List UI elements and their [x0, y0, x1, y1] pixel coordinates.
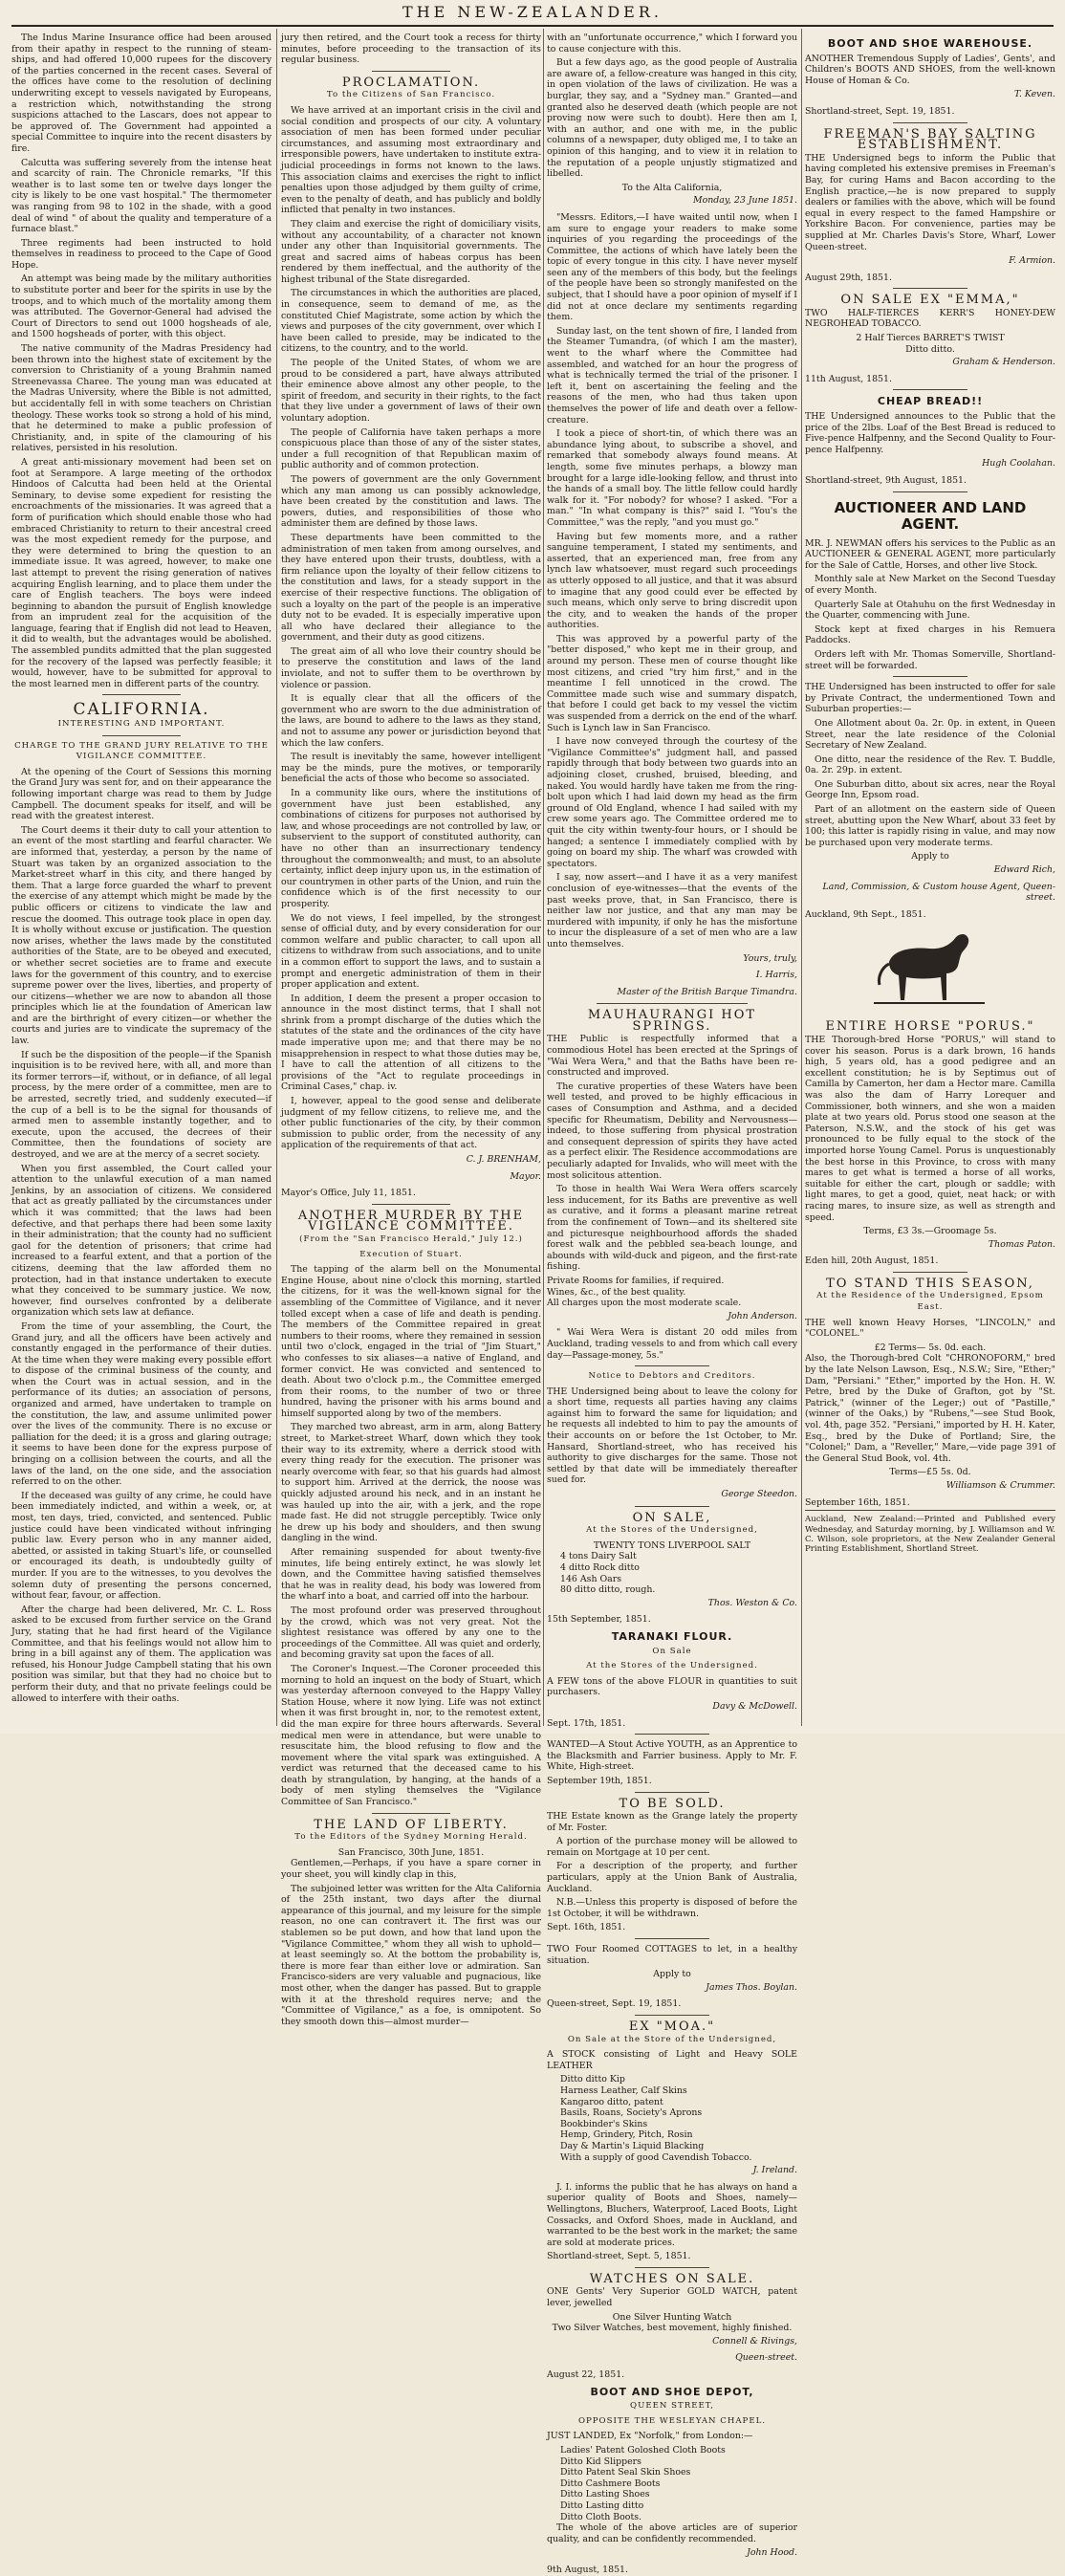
moa-heading: EX "MOA.": [628, 2019, 716, 2034]
article-paragraph: But a few days ago, as the good people of Australia are aware of, a fellow-creature was hanged in this city, in open violation of the laws of civilization. He was a burglar, they say, and a "Sydney man." Granted—and granted also he deserved death (which people are not proving now were such to doubt). Here then am I, with an author, and one with me, in the public columns of a newspaper, duty obliged me, I to take an opinion of this hanging, and to view it in relation to the reputation of a people unjustly stigmatized and libelled.: [547, 57, 797, 180]
article-paragraph: The people of the United States, of whom we are proud to be considered a part, have always attributed their eminence above almost any other people, to the spirit of freedom, and security in their rights, to the fact that they live under a government of laws of their own voluntary adoption.: [281, 358, 541, 424]
article-paragraph: Calcutta was suffering severely from the intense heat and scarcity of rain. The Chronicle remarks, "If this weather is to last some ten or twelve days longer the city is likely to be one vast hospital." The thermometer was ranging from 98 to 102 in the shade, with a good deal of wind " of about the quality and temperature of a furnace blast.": [11, 157, 272, 235]
dateline: Sept. 17th, 1851.: [547, 1717, 626, 1729]
salt-heading: ON SALE,: [632, 1510, 712, 1525]
list-item: Bookbinder's Skins: [560, 2118, 648, 2129]
moa-list: [560, 2074, 797, 2163]
ad-text: One Suburban ditto, about six acres, near the Royal George Inn, Epsom road.: [805, 778, 1055, 801]
proclamation-subheading: To the Citizens of San Francisco.: [326, 90, 496, 100]
ad-text: For a description of the property, and further particulars, apply at the Union Bank of Australia, Auckland.: [547, 1861, 797, 1894]
watches-heading: WATCHES ON SALE.: [589, 2271, 755, 2286]
ad-line: Wines, &c., of the best quality.: [547, 1286, 686, 1298]
article-paragraph: They claim and exercise the right of domiciliary visits, without any accountability, of a character not known under any other than Inquisitorial governments. The great and sacred aims of habeas corpus has been rendered by them ineffectual, and the authority of the highest tribunal of the State disregarded.: [281, 218, 541, 285]
article-paragraph: A great anti-missionary movement had been set on foot at Serampore. A large meeting of the orthodox Hindoos of Calcutta had been held at the Oriental Seminary, to devise some expedient for resisting the encroachments of the missionaries. It was agreed that a form of purification which should enable those who had embraced Christianity to return to their ancestral creed was the most expedient remedy for the purpose, and they were determined to bring the question to an immediate issue. It was agreed, however, to make one last attempt to prevent the rising generation of natives acquiring English learning, and to place them under the care of English teachers. The boys were indeed beginning to abandon the pursuit of English knowledge from an imprudent zeal for the acquisition of the language, fearing that if English did not lead to Heaven, it did to wealth, but the advantages would be abolished. The assembled pundits admitted that the plan suggested for the recovery of the lapsed was perfectly feasible; it would, however, have to be submitted for approval to the most learned men in different parts of the country.: [11, 456, 272, 689]
column-divider: [543, 29, 544, 1726]
column-divider: [276, 29, 277, 1726]
ad-text: Stock kept at fixed charges in his Remuera Paddocks.: [805, 623, 1055, 646]
article-paragraph: Having but few moments more, and a rather sanguine temperament, I stated my sentiments, and asserted, that an experienced man, free from any lynch law whatsoever, must regard such proceedings as utterly opposed to all justice, and that it was absurd to imagine that any good could ever be effected by such means, which only serve to bring discredit upon the city, and to weaken the hands of the proper authorities.: [547, 531, 797, 631]
ad-text: THE well known Heavy Horses, "LINCOLN," and "COLONEL.": [805, 1317, 1055, 1340]
signature: John Hood.: [747, 2547, 797, 2559]
execution-subheading: Execution of Stuart.: [359, 1249, 463, 1259]
divider: [893, 288, 968, 289]
letter-closing: Yours, truly,: [743, 952, 797, 964]
moa-subheading: On Sale at the Store of the Undersigned,: [567, 2034, 777, 2044]
ad-text: The whole of the above articles are of superior quality, and can be confidently recommended.: [547, 2522, 797, 2544]
signature: Davy & McDowell.: [712, 1700, 797, 1712]
proclamation-heading: PROCLAMATION.: [341, 75, 481, 90]
dateline: Shortland-street, Sept. 5, 1851.: [547, 2251, 691, 2262]
article-paragraph: These departments have been committed to the administration of men taken from among ourselves, and they have entered upon their trusts, doubtless, with a firm reliance upon the loyalty of their fellow citizens to the constitution and laws, for a steady support in the exercise of their respective functions. The obligation of such a loyalty on the part of the people is an imperative duty not to be evaded. It is especially imperative upon all who have declared their allegiance to the government, and their duty as good citizens.: [281, 532, 541, 644]
boot-depot-heading: BOOT AND SHOE DEPOT,: [590, 2385, 754, 2398]
liberty-dateline: San Francisco, 30th June, 1851.: [337, 1846, 485, 1858]
ad-text: N.B.—Unless this property is disposed of before the 1st October, it will be withdrawn.: [547, 1897, 797, 1919]
divider: [893, 122, 968, 123]
ad-text: WANTED—A Stout Active YOUTH, as an Apprentice to the Blacksmith and Farrier business. Apply to Mr. F. White, High-street.: [547, 1739, 797, 1773]
ad-line: All charges upon the most moderate scale.: [547, 1298, 742, 1309]
ad-line: 2 Half Tierces BARRET'S TWIST: [856, 333, 1005, 344]
ad-line: Two Silver Watches, best movement, highly finished.: [552, 2323, 793, 2334]
article-paragraph: I took a piece of short-tin, of which there was an abundance lying about, to subscribe a shovel, and remarked that somebody always found means. At length, some five minutes perhaps, a blowzy man brought for a large idle-looking fellow, and thrust into the hands of a small boy. The little fellow could hardly walk for it. "For nobody? for whose? I asked. "For a man." "In what company is this?" said I. "You's the Committee," was the reply, "and you must go.": [547, 428, 797, 528]
article-paragraph: "Messrs. Editors,—I have waited until now, when I am sure to engage your readers to make some inquiries of you regarding the proceedings of the Committee, the actions of which have lately been the topic of every tongue in this city. I have never myself seen any of the members of this body, but the feelings of the people have been so strongly manifested on the subject, that I should have a poor opinion of myself if I did not at once declare my sentiments regarding them.: [547, 211, 797, 323]
apply-to: Apply to: [911, 851, 949, 862]
ad-text: Part of an allotment on the eastern side of Queen street, abutting upon the New Wharf, about 33 feet by 100; this latter is rapidly rising in value, and may now be purchased upon very moderate terms.: [805, 804, 1055, 848]
ad-text: THE Undersigned begs to inform the Public that having completed his extensive premises in Freeman's Bay, for curing Hams and Bacon according to the English practice,—he is now prepared to supply dealers or families with the above, which will be found equal in every respect to the famed Hampshire or Yorkshire Bacon. For convenience, parties may be supplied at Mr. Charles Davis's Store, Wharf, Lower Queen-street.: [805, 152, 1055, 252]
ad-text: TWO Four Roomed COTTAGES to let, in a healthy situation.: [547, 1944, 797, 1966]
article-paragraph: We have arrived at an important crisis in the civil and social condition and prospects of our city. A voluntary association of men has been formed under peculiar circumstances, and assuming most extraordinary and irresponsible powers, have undertaken to institute extra-judicial proceedings in forms not known to the laws. This association claims and exercises the right to inflict penalties upon those adjudged by them guilty of crime, even to the penalty of death, and has publicly and boldly inflicted that penalty in two instances.: [281, 104, 541, 216]
article-paragraph: Gentlemen,—Perhaps, if you have a spare corner in your sheet, you will kindly clap in this,: [281, 1858, 541, 1881]
signature: T. Keven.: [1014, 89, 1055, 100]
divider: [893, 676, 968, 677]
ad-text: ANOTHER Tremendous Supply of Ladies', Gents', and Children's BOOTS AND SHOES, from the well-known House of Homan & Co.: [805, 53, 1055, 86]
dateline: Shortland-street, 9th August, 1851.: [805, 475, 967, 486]
signature: I. Harris,: [755, 970, 797, 981]
ad-text: To those in health Wai Wera Wera offers scarcely less inducement, for its Baths are preventive as well as curative, and it forms a pleasant marine retreat from the confinement of Town—and its sheltered site and picturesque neighbourhood affords the shaded forest walk and the pebbled sea-beach lounge, and abounds with wild-duck and pigeon, and the first-rate fishing.: [547, 1184, 797, 1273]
liberty-subheading: To the Editors of the Sydney Morning Herald.: [294, 1832, 528, 1843]
letter-date: Monday, 23 June 1851.: [693, 195, 797, 207]
divider: [635, 1792, 710, 1793]
divider: [635, 1506, 710, 1507]
signature: Williamson & Crummer.: [945, 1479, 1055, 1491]
california-subheading: INTERESTING AND IMPORTANT.: [57, 719, 226, 730]
signature-title: Land, Commission, & Custom house Agent, Queen-street.: [822, 881, 1055, 904]
list-item: Kangaroo ditto, patent: [560, 2096, 663, 2107]
article-paragraph: From the time of your assembling, the Court, the Grand jury, and all the officers have been actively and constantly engaged in the performance of their duties. At the time when they were making every possible effort to dispose of the criminal business of the county, and when the Court was in actual session, and in the performance of its duties; an association of persons, organized and armed, have undertaken to trample on the constitution, the law, and assume unlimited power over the lives of the community. There is no excuse or palliation for the deed; it is a gross and glaring outrage; it seems to have been done for the express purpose of bringing on a collision between the courts, and all the laws of the land, on the one side, and the association referred to on the other.: [11, 1321, 272, 1488]
horse-illustration: [805, 924, 1055, 1015]
divider: [893, 491, 968, 492]
auctioneer-heading: AUCTIONEER AND LAND AGENT.: [834, 498, 1027, 533]
signature: John Anderson.: [728, 1310, 797, 1321]
dateline: Queen-street, Sept. 19, 1851.: [547, 1998, 682, 2010]
ad-line: TWENTY TONS LIVERPOOL SALT: [593, 1539, 751, 1551]
california-heading: CALIFORNIA.: [73, 700, 210, 720]
article-paragraph: The result is inevitably the same, however intelligent may be the minds, pure the motives, or temporarily beneficial the acts of those who become so associated.: [281, 752, 541, 785]
ad-text: MR. J. NEWMAN offers his services to the Public as an AUCTIONEER & GENERAL AGENT, more particularly for the Sale of Cattle, Horses, and other live Stock.: [805, 537, 1055, 571]
divider: [635, 2267, 710, 2268]
ad-text: THE Undersigned has been instructed to offer for sale by Private Contract, the undermentioned Town and Suburban properties:—: [805, 682, 1055, 715]
signature-title: Master of the British Barque Timandra.: [617, 986, 797, 997]
list-item: 4 ditto Rock ditto: [560, 1562, 640, 1573]
signature-role: Mayor.: [510, 1170, 541, 1182]
ad-text: Quarterly Sale at Otahuhu on the first Wednesday in the Quarter, commencing with June.: [805, 599, 1055, 622]
article-paragraph: I, however, appeal to the good sense and deliberate judgment of my fellow citizens, to relieve me, and the other public functionaries of the city, by their common submission to public order, from the necessity of any application of the requirements of that act.: [281, 1096, 541, 1151]
signature: J. Ireland.: [752, 2165, 797, 2176]
horse-icon: [872, 924, 987, 1012]
list-item: 146 Ash Oars: [560, 1573, 622, 1584]
printer-imprint: Auckland, New Zealand:—Printed and Published every Wednesday, and Saturday morning, by J. Williamson and W. C. Wilson, sole proprietors, at the New Zealander General Printing Establishment, Shortland Street.: [805, 1510, 1055, 1555]
article-paragraph: The tapping of the alarm bell on the Monumental Engine House, about nine o'clock this morning, startled the citizens, for it was the well-known signal for the assembling of the Committee of Vigilance, and it never tolled except when a case of life and death is pending. The members of the Committee repaired in great numbers to their rooms, where they remained in session until two o'clock, engaged in the trial of "Jim Stuart," who confesses to six aliases—a native of England, and former convict. He was convicted and sentenced to death. About two o'clock p.m., the Committee emerged from their rooms, to the number of two or three hundred, having the prisoner with his arms bound and himself supported along by two of the members.: [281, 1264, 541, 1419]
article-paragraph: If the deceased was guilty of any crime, he could have been immediately indicted, and within a week, or, at most, ten days, tried, convicted, and sentenced. Public justice could have been vindicated without infringing public law. Every person who in any manner aided, abetted, or assisted in taking Stuart's life, or counselled or encouraged its death, is undoubtedly guilty of murder. If you are to the witnesses, to you devolves the solemn duty of presenting the persons concerned, without fear, favour, or affection.: [11, 1490, 272, 1602]
divider: [635, 1365, 710, 1366]
ad-line: One Silver Hunting Watch: [612, 2311, 732, 2323]
masthead: THE NEW-ZEALANDER.: [402, 3, 663, 21]
horse-heading: ENTIRE HORSE "PORUS.": [825, 1019, 1035, 1035]
article-paragraph: The Coroner's Inquest.—The Coroner proceeded this morning to hold an inquest on the body of Stuart, which was yesterday afternoon conveyed to the Happy Valley Station House, where it now lying. Life was not extinct when it was first brought in, nor, to the remotest extent, did the man expire for three hours afterwards. Several medical men were in attendance, but were unable to resuscitate him, the blood refusing to flow and the movement where the vital spark was extinguished. A verdict was returned that the deceased came to his death by strangulation, by hanging, at the hands of a body of men styling themselves the "Vigilance Committee of San Francisco.": [281, 1663, 541, 1808]
article-paragraph: jury then retired, and the Court took a recess for thirty minutes, before proceeding to the transaction of its regular business.: [281, 33, 541, 66]
ad-text: THE Estate known as the Grange lately the property of Mr. Foster.: [547, 1811, 797, 1833]
divider: [372, 1204, 450, 1205]
divider: [597, 1003, 747, 1004]
ad-text: Also, the Thorough-bred Colt "CHRONOFORM," bred by the late Nelson Lawson, Esq., N.S.W.; Sire, "Ether;" Dam, "Persiani." "Ether," imported by the Hon. H. W. Petre, bred by the Duke of Grafton, got by "St. Patrick," (winner of the Leger;) out of "Pastille," (winner of the Oaks,) by "Rubens,"—see Stud Book, vol. 4th, page 352. "Persiani," imported by H. H. Kater, Esq., bred by the Duke of Portland; Sire, the "Colonel;" Dam, a "Reveller," Mare,—vide page 391 of the General Stud Book, vol. 4th.: [805, 1353, 1055, 1464]
divider: [372, 71, 450, 72]
signature: C. J. BRENHAM,: [466, 1154, 541, 1165]
divider: [635, 2015, 710, 2016]
article-paragraph: The great aim of all who love their country should be to preserve the constitution and laws of the land inviolate, and not to suffer them to be overthrown by violence or passion.: [281, 645, 541, 690]
boot-depot-subheading: QUEEN STREET,: [630, 2401, 714, 2412]
list-item: Ditto Cloth Boots.: [560, 2511, 642, 2522]
article-paragraph: An attempt was being made by the military authorities to substitute porter and beer for the spirits in use by the troops, and to which much of the mortality among them was attributed. The Governor-General had advised the Court of Directors to send out 1000 hogsheads of ale, and 1500 hogsheads of porter, with this object.: [11, 273, 272, 340]
terms: £2 Terms— 5s. 0d. each.: [874, 1342, 987, 1353]
article-paragraph: Sunday last, on the tent shown of fire, I landed from the Steamer Tumandra, (of which I am the master), went to the wharf where the Committee had assembled, and watched for an hour the progress of what is technically termed the trial of the prisoner. I left it, bent on ascertaining the feeling and the reasons of the men, who had thus taken upon themselves the power of life and death over a fellow-creature.: [547, 325, 797, 426]
signature-address: Queen-street.: [735, 2352, 797, 2364]
column-4: [805, 33, 1055, 1715]
article-paragraph: After the charge had been delivered, Mr. C. L. Ross asked to be excused from further service on the Grand Jury, stating that he had first heard of the Vigilance Committee, and that his feelings would not allow him to bring in a bill against any of them. The application was refused, his Honour Judge Campbell stating that his own position was similar, but that they had no choice but to perform their duty, and that no private feelings could be allowed to interfere with their oaths.: [11, 1604, 272, 1704]
article-paragraph: After remaining suspended for about twenty-five minutes, life being entirely extinct, he was slowly let down, and the Committee having satisfied themselves that he was in reality dead, his body was lowered from the wharf into a boat, and carried off into the harbour.: [281, 1547, 541, 1603]
terms: Terms—£5 5s. 0d.: [889, 1467, 971, 1478]
warehouse-heading: BOOT AND SHOE WAREHOUSE.: [827, 37, 1033, 50]
freeman-heading: FREEMAN'S BAY SALTING ESTABLISHMENT.: [823, 126, 1037, 153]
divider: [102, 735, 181, 736]
ad-text: J. I. informs the public that he has always on hand a superior quality of Boots and Shoes, namely—Wellingtons, Bluchers, Waterproof, Laced Boots, Light Cossacks, and Oxford Shoes, made in Auckland, and warranted to be the best work in the market; the same are sold at moderate prices.: [547, 2181, 797, 2248]
sold-heading: TO BE SOLD.: [619, 1796, 726, 1811]
signature: George Steedon.: [721, 1489, 797, 1500]
signature: Edward Rich,: [993, 864, 1055, 876]
masthead-rule: [11, 25, 1054, 27]
list-item: Ditto Kid Slippers: [560, 2456, 641, 2467]
article-paragraph: The Indus Marine Insurance office had been aroused from their apathy in respect to the running of steam-ships, and had offered 10,000 rupees for the discovery of the parties concerned in the recent cases. Several of the offices have come to the resolution of declining underwriting except to vessels navigated by Europeans, a restriction which, notwithstanding the strong suspicions attached to the Lascars, does not appear to be approved of. The Government had appointed a special Committee to inquire into the recent disasters by fire.: [11, 33, 272, 154]
dateline: September 16th, 1851.: [805, 1496, 910, 1508]
list-item: Ditto Lasting ditto: [560, 2500, 644, 2511]
divider: [635, 1938, 710, 1939]
murder-heading: ANOTHER MURDER BY THE VIGILANCE COMMITTEE.: [297, 1208, 525, 1234]
dateline: Auckland, 9th Sept., 1851.: [805, 908, 926, 920]
article-paragraph: In a community like ours, where the institutions of government have just been established, any combinations of citizens for purposes not authorised by law, and whose proceedings are not controlled by law, or subservient to the support of constituted authority, can have no other than an insurrectionary tendency throughout the commonwealth; and must, to an absolute certainty, inflict deep injury upon us, in the estimation of our countrymen in other parts of the Union, and ruin the confidence which is of the first necessity to our prosperity.: [281, 788, 541, 909]
ad-text: Monthly sale at New Market on the Second Tuesday of every Month.: [805, 574, 1055, 596]
ad-text: THE Undersigned being about to leave the colony for a short time, requests all parties having any claims against him to forward the same for liquidation; and he requests all indebted to him to pay the amounts of their accounts on or before the 1st October, to Mr. Hansard, Shortland-street, who has received his authority to give discharges for the same. Those not settled by that date will be immediately thereafter sued for.: [547, 1386, 797, 1486]
signature: James Thos. Boylan.: [706, 1981, 797, 1993]
flour-subheading: On Sale: [652, 1646, 692, 1656]
article-paragraph: The people of California have taken perhaps a more conspicuous place than those of any of the sister states, under a full recognition of that Republican maxim of public authority and of common protection.: [281, 426, 541, 471]
list-item: Harness Leather, Calf Skins: [560, 2085, 687, 2096]
article-paragraph: In addition, I deem the present a proper occasion to announce in the most distinct terms, that I shall not shrink from a prompt discharge of the duties which the statutes of the state and the ordinances of the city have made imperative upon me; and that there may be no misapprehension in respect to what those duties may be, I have to call the attention of all citizens to the provisions of the "Act to regulate proceedings in Criminal Cases," chap. iv.: [281, 993, 541, 1093]
column-2: [281, 33, 541, 2027]
dateline: Mayor's Office, July 11, 1851.: [281, 1188, 416, 1199]
article-paragraph: I say, now assert—and I have it as a very manifest conclusion of eye-witnesses—that the events of the past weeks prove, that, in San Francisco, there is neither law nor justice, and that any man may be murdered with impunity, if only he has the misfortune to incur the displeasure of a set of men who are a law unto themselves.: [547, 872, 797, 950]
signature: Hugh Coolahan.: [982, 458, 1055, 469]
charge-subheading: CHARGE TO THE GRAND JURY RELATIVE TO THE VIGILANCE COMMITTEE.: [14, 740, 269, 762]
terms: Terms, £3 3s.—Groomage 5s.: [863, 1226, 997, 1237]
article-paragraph: The native community of the Madras Presidency had been thrown into the highest state of excitement by the conversion to Christianity of a young Brahmin named Streenevassa Charee. The young man was educated at the Madras University, where the Bible is not admitted, but accidentally fell in with some teachers on Christian theology. These works took so strong a hold of his mind, that he determined to make a public profession of Christianity, and, in spite of the clamouring of his relatives, persisted in his resolution.: [11, 343, 272, 454]
article-paragraph: The subjoined letter was written for the Alta California of the 25th instant, two days after the diurnal appearance of this journal, and my leisure for the simple reason, no one can contravert it. The first was our stablemen so be put down, and how that land upon the "Vigilance Committee," whom they all wish to uphold—at least seemingly so. At the bottom the probability is, there is more fear than either love or admiration. San Francisco-siders are very valuable and pugnacious, like most other, when the danger has passed. But to grapple with it at the threshold requires nerve; and the "Committee of Vigilance," as a foe, is omnipotent. So they smooth down this—almost murder—: [281, 1883, 541, 2027]
list-item: Ladies' Patent Goloshed Cloth Boots: [560, 2445, 726, 2456]
dateline: August 22, 1851.: [547, 2369, 625, 2381]
list-item: 80 ditto ditto, rough.: [560, 1584, 656, 1596]
ad-text: THE Thorough-bred Horse "PORUS," will stand to cover his season. Porus is a dark brown, 16 hands high, 5 years old, has a good pedigree and an excellent constitution; he is by Septimus out of Camilla by Camerton, her dam a Hector mare. Camilla was also the dam of Harry Lorequer and Commissioner, both winners, and she won a maiden plate at two years old. Porus stood one season at the Paterson, N.S.W., and the stock of his get was pronounced to be fully equal to the stock of the imported horse Young Camel. Porus is unquestionably the best horse in this Province, to cross with many mares to get what is termed a horse of all works, suitable for either the cart, plough or saddle; with light mares, to get a good, quiet, neat hack; or with racing mares, to insure size, as well as strength and speed.: [805, 1035, 1055, 1223]
ad-text: JUST LANDED, Ex "Norfolk," from London:—: [547, 2431, 753, 2442]
list-item: With a supply of good Cavendish Tobacco.: [560, 2151, 752, 2163]
flour-subheading-2: At the Stores of the Undersigned.: [586, 1661, 758, 1671]
salt-subheading: At the Stores of the Undersigned,: [586, 1525, 758, 1536]
list-item: 4 tons Dairy Salt: [560, 1551, 637, 1562]
divider: [635, 1734, 710, 1735]
liberty-heading: THE LAND OF LIBERTY.: [314, 1817, 509, 1832]
signature: Thomas Paton.: [988, 1238, 1055, 1250]
murder-source: (From the "San Francisco Herald," July 12.): [299, 1233, 523, 1244]
divider: [893, 1272, 968, 1273]
dateline: 11th August, 1851.: [805, 373, 892, 384]
dateline: 9th August, 1851.: [547, 2564, 628, 2575]
dateline: 15th September, 1851.: [547, 1614, 651, 1626]
dateline: August 29th, 1851.: [805, 272, 892, 283]
ad-text: THE Undersigned announces to the Public that the price of the 2lbs. Loaf of the Best Bread is reduced to Five-pence Halfpenny, and the Second Quality to Four-pence Halfpenny.: [805, 411, 1055, 455]
article-paragraph: When you first assembled, the Court called your attention to the unlawful execution of a man named Jenkins, by an association of citizens. We considered that act as greatly palliated by the circumstances under which it was committed; that the laws had been defective, and that perhaps there had been some laxity in their administration; that the county had no sufficient gaol for the detention of prisoners; that crime had increased to a fearful extent, and that a portion of the citizens, deeming that the law afforded them no protection, had in that instance undertaken to execute what they conceived to be summary justice. We now, however, find ourselves confronted by a deliberate organization which sets law at defiance.: [11, 1163, 272, 1319]
boot-depot-subheading-2: OPPOSITE THE WESLEYAN CHAPEL.: [577, 2415, 767, 2426]
divider: [372, 1813, 450, 1814]
list-item: Basils, Roans, Society's Aprons: [560, 2107, 703, 2119]
divider: [102, 694, 181, 695]
stand-subheading: At the Residence of the Undersigned, Epsom East.: [816, 1291, 1044, 1313]
article-paragraph: They marched two abreast, arm in arm, along Battery street, to Market-street Wharf, down which they took their way to its extremity, where a derrick stood with every thing ready for the execution. The prisoner was nearly overcome with fear, so that his guards had almost to support him. Arrived at the derrick, the noose was quickly adjusted around his neck, and in an instant he was hauled up into the air, with a jerk, and the rope made fast. He did not struggle perceptibly. Twice only he drew up his body and shoulders, and then swung dangling in the wind.: [281, 1422, 541, 1544]
ad-text: One Allotment about 0a. 2r. 0p. in extent, in Queen Street, near the late residence of the Colonial Secretary of New Zealand.: [805, 717, 1055, 752]
article-paragraph: The powers of government are the only Government which any man among us can possibly acknowledge, have been created by the constitution and laws. The powers, duties, and responsibilities of those who administer them are defined by those laws.: [281, 473, 541, 530]
letter-address: To the Alta California,: [621, 182, 723, 193]
debtors-heading: Notice to Debtors and Creditors.: [588, 1371, 756, 1382]
list-item: Day & Martin's Liquid Blacking: [560, 2140, 705, 2151]
dateline: Sept. 16th, 1851.: [547, 1922, 626, 1933]
signature: F. Armion.: [1009, 255, 1055, 267]
salt-list: [560, 1551, 797, 1595]
list-item: Hemp, Grindery, Pitch, Rosin: [560, 2129, 693, 2141]
signature: Connell & Rivings,: [712, 2335, 797, 2347]
article-paragraph: The Court deems it their duty to call your attention to an event of the most startling and fearful character. We are informed that, yesterday, a person by the name of Stuart was taken by an organized association to the Market-street wharf in this city, and there hanged by them. That a large force guarded the wharf to prevent the exercise of any attempt which might be made by the public officers or citizens to vindicate the law and rescue the doomed. This outrage took place in open day. It is wholly without excuse or justification. The question now arises, whether the laws made by the constituted authorities of the State, are to be obeyed and executed, or whether secret societies are to frame and execute laws for the government of this country, and to exercise supreme power over the lives, liberties, and property of our citizens—whether we are now to abandon all those principles which lie at the foundation of American law and are the birthright of every citizen—or whether the courts and juries are to vindicate the supremacy of the law.: [11, 824, 272, 1047]
signature: Graham & Henderson.: [952, 357, 1055, 368]
ad-text: A STOCK consisting of Light and Heavy SOLE LEATHER: [547, 2049, 797, 2071]
bread-heading: CHEAP BREAD!!: [877, 395, 984, 408]
list-item: Ditto ditto Kip: [560, 2074, 625, 2085]
ad-text: " Wai Wera Wera is distant 20 odd miles from Auckland, trading vessels to and from which call every day—Passage-money, 5s.": [547, 1327, 797, 1361]
ad-text: ONE Gents' Very Superior GOLD WATCH, patent lever, jewelled: [547, 2286, 797, 2309]
springs-heading: MAUHAURANGI HOT SPRINGS.: [587, 1008, 757, 1034]
ad-text: THE Public is respectfully informed that a commodious Hotel has been erected at the Springs of "Wai Wera Wera," and that the Baths have been re-constructed and improved.: [547, 1034, 797, 1079]
list-item: Ditto Patent Seal Skin Shoes: [560, 2467, 691, 2478]
article-paragraph: We do not views, I feel impelled, by the strongest sense of official duty, and by every consideration for our common welfare and public character, to call upon all citizens to withdraw from such associations, and to unite in a common effort to support the laws, and to sustain a prompt and energetic administration of them in their proper application and extent.: [281, 912, 541, 991]
list-item: Ditto Lasting Shoes: [560, 2489, 650, 2500]
dateline: Eden hill, 20th August, 1851.: [805, 1255, 939, 1267]
ad-line: Private Rooms for families, if required.: [547, 1275, 725, 1286]
list-item: Ditto Cashmere Boots: [560, 2478, 661, 2489]
article-paragraph: At the opening of the Court of Sessions this morning the Grand Jury was sent for, and on their appearance the following important charge was read to them by Judge Campbell. The document speaks for itself, and will be read with the greatest interest.: [11, 766, 272, 822]
column-divider: [801, 29, 802, 1726]
dateline: Shortland-street, Sept. 19, 1851.: [805, 105, 955, 117]
dateline: September 19th, 1851.: [547, 1775, 652, 1786]
apply-to: Apply to: [653, 1969, 691, 1980]
ad-text: A FEW tons of the above FLOUR in quantities to suit purchasers.: [547, 1675, 797, 1698]
ad-text: A portion of the purchase money will be allowed to remain on Mortgage at 10 per cent.: [547, 1836, 797, 1858]
column-1: [11, 33, 272, 1715]
article-paragraph: It is equally clear that all the officers of the government who are sworn to the due administration of the laws, are bound to adhere to the laws as they stand, and not to assume any power or jurisdiction beyond that which the law confers.: [281, 693, 541, 749]
ad-text: One ditto, near the residence of the Rev. T. Buddle, 0a. 2r. 29p. in extent.: [805, 753, 1055, 776]
signature: Thos. Weston & Co.: [707, 1597, 797, 1608]
ad-text: The curative properties of these Waters have been well tested, and proved to be highly efficacious in cases of Consumption and Asthma, and a decided specific for Rheumatism, Debility and Nervousness—indeed, to those suffering from physical prostration and consequent depression of spirits they have acted as a perfect elixir. The Residence accommodations are peculiarly adapted for Invalids, who will meet with the most solicitous attention.: [547, 1081, 797, 1181]
article-paragraph: I have now conveyed through the courtesy of the "Vigilance Committee's" judgment hall, and passed rapidly through that body between two guards into an adjoining closet, crushed, bruised, bleeding, and naked. You would hardly have taken me from the ring-bolt upon which I had laid down my head as the firm ground of Old England, whence I had sailed with my crew some years ago. The Committee ordered me to quit the city within twenty-four hours, or I should be hanged; a sentence I immediately complied with by going on board my ship. The wharf was crowded with spectators.: [547, 736, 797, 869]
stand-heading: TO STAND THIS SEASON,: [826, 1276, 1034, 1291]
emma-heading: ON SALE EX "EMMA,": [840, 293, 1020, 308]
article-paragraph: with an "unfortunate occurrence," which I forward you to cause conjecture with this.: [547, 33, 797, 55]
article-paragraph: The most profound order was preserved throughout by the crowd, which was not very great. Not the slightest resistance was offered by any one to the proceedings of the Committee. All was quiet and orderly, and becoming gravity sat upon the faces of all.: [281, 1605, 541, 1661]
ad-text: TWO HALF-TIERCES KERR'S HONEY-DEW NEGROHEAD TOBACCO.: [805, 307, 1055, 330]
boot-list: [560, 2445, 797, 2522]
column-3: [547, 33, 797, 2575]
ad-line: Ditto ditto.: [905, 343, 955, 355]
article-paragraph: The circumstances in which the authorities are placed, in consequence, seem to demand of me, as the constituted Chief Magistrate, some action by which the views and purposes of the city government, over which I have been called to preside, may be indicated to the citizens, to the country, and to the world.: [281, 288, 541, 355]
ad-text: Orders left with Mr. Thomas Somerville, Shortland-street will be forwarded.: [805, 648, 1055, 671]
flour-heading: TARANAKI FLOUR.: [611, 1629, 733, 1643]
article-paragraph: This was approved by a powerful party of the "better disposed," who kept me in their group, and around my person. These men of course thought like most citizens, and cried "try him first," and in the meantime I fell unnoticed in the crowd. The Committee made such wise and summary dispatch, that before I could get back to my vessel the victim was suspended from a derrick on the end of the wharf. Such is Lynch law in San Francisco.: [547, 633, 797, 733]
divider: [893, 389, 968, 390]
article-paragraph: Three regiments had been instructed to hold themselves in readiness to proceed to the Cape of Good Hope.: [11, 237, 272, 271]
article-paragraph: If such be the disposition of the people—if the Spanish inquisition is to be revived here, with all, and more than its former terrors—if, without, or in defiance, of all legal process, by the mere order of a committee, men are to be arrested, secretly tried, and suddenly executed—if the cup of a bell is to be the signal for thousands of armed men to assemble instantly together, and to execute, upon the accused, the decrees of their Committee, then the foundations of society are destroyed, and we are at the mercy of a secret society.: [11, 1049, 272, 1160]
